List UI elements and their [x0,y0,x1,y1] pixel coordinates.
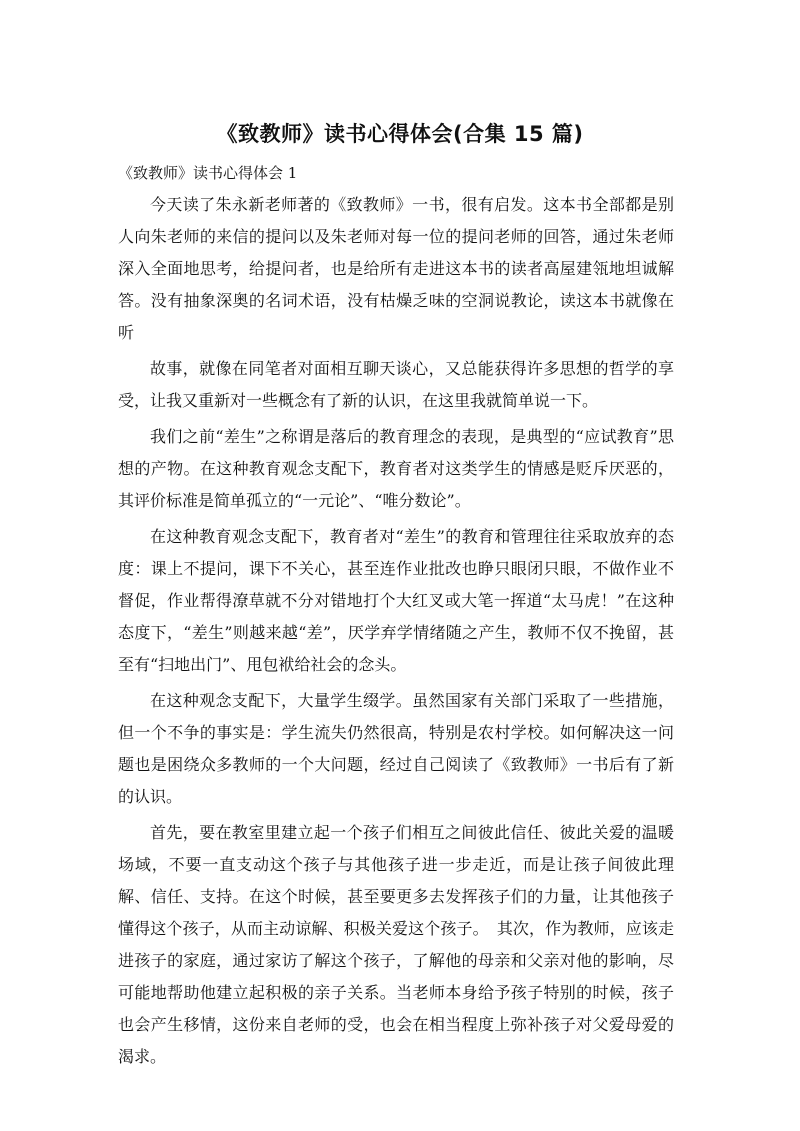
section-heading: 《致教师》读书心得体会 1 [118,164,298,182]
body-text [118,189,674,1077]
document-title: 《致教师》读书心得体会(合集 15 篇) [216,122,584,146]
paragraph-6: 首先，要在教室里建立起一个孩子们相互之间彼此信任、彼此关爱的温暖场域，不要一直支动这个孩子与其他孩子进一步走近，而是让孩子间彼此理解、信任、支持。在这个时候，甚至要更多去发挥孩子们的力量，让其他孩子懂得这个孩子，从而主动谅解、积极关爱这个孩子。 其次，作为教师，应该走进孩子的家庭，通过家访了解这个孩子，了解他的母亲和父亲对他的影响，尽可能地帮助他建立起积极的亲子关系。当老师本身给予孩子特别的时候，孩子也会产生移情，这份来自老师的受，也会在相当程度上弥补孩子对父爱母爱的渴求。 [118,823,674,1066]
paragraph-1: 今天读了朱永新老师著的《致教师》一书，很有启发。这本书全部都是别人向朱老师的来信的提问以及朱老师对每一位的提问老师的回答，通过朱老师深入全面地思考，给提问者，也是给所有走进这本书的读者高屋建瓴地坦诚解答。没有抽象深奥的名词术语，没有枯燥乏味的空洞说教论，读这本书就像在听 [118,195,674,342]
paragraph-2: 故事，就像在同笔者对面相互聊天谈心，又总能获得许多思想的哲学的享受，让我又重新对一些概念有了新的认识，在这里我就简单说一下。 [118,359,674,410]
paragraph-5: 在这种观念支配下，大量学生缀学。虽然国家有关部门采取了一些措施，但一个不争的事实是：学生流失仍然很高，特别是农村学校。如何解决这一问题也是困绕众多教师的一个大问题，经过自己阅读了《致教师》一书后有了新的认识。 [118,691,674,806]
paragraph-3: 我们之前“差生”之称谓是落后的教育理念的表现，是典型的“应试教育”思想的产物。在这种教育观念支配下，教育者对这类学生的情感是贬斥厌恶的，其评价标准是简单孤立的“一元论”、“唯分数论”。 [118,427,674,510]
paragraph-4: 在这种教育观念支配下，教育者对“差生”的教育和管理往往采取放弃的态度：课上不提问，课下不关心，甚至连作业批改也睁只眼闭只眼，不做作业不督促，作业帮得潦草就不分对错地打个大红叉或大笔一挥道“太马虎！”在这种态度下，“差生”则越来越“差”，厌学弃学情绪随之产生，教师不仅不挽留，甚至有“扫地出门”、甩包袱给社会的念头。 [118,527,674,674]
